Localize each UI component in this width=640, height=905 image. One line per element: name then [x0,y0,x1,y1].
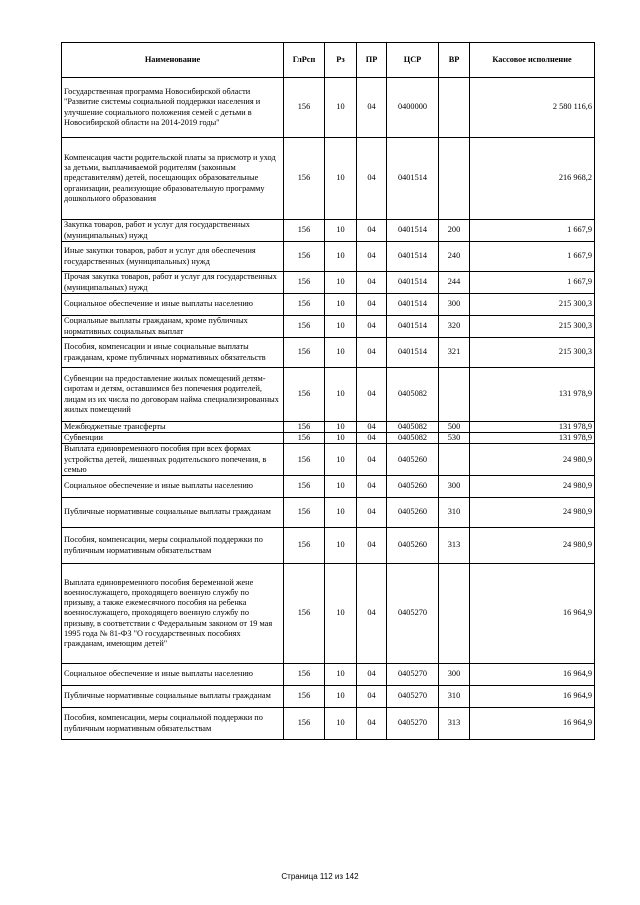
header-rz: Рз [325,43,357,78]
row-glrsp: 156 [284,368,325,422]
row-cash: 131 978,9 [470,433,595,444]
row-name: Публичные нормативные социальные выплаты гражданам [62,686,284,708]
row-cash: 216 968,2 [470,138,595,220]
row-pr: 04 [357,316,387,338]
row-pr: 04 [357,294,387,316]
row-csr: 0405082 [387,422,439,433]
row-rz: 10 [325,664,357,686]
row-glrsp: 156 [284,708,325,740]
row-glrsp: 156 [284,242,325,272]
row-pr: 04 [357,138,387,220]
row-name: Социальное обеспечение и иные выплаты населению [62,294,284,316]
table-row [62,664,595,686]
row-glrsp: 156 [284,498,325,528]
row-glrsp: 156 [284,138,325,220]
row-glrsp: 156 [284,338,325,368]
row-vr [439,78,470,138]
row-name: Публичные нормативные социальные выплаты гражданам [62,498,284,528]
row-csr: 0405082 [387,368,439,422]
row-vr: 313 [439,708,470,740]
row-rz: 10 [325,138,357,220]
row-pr: 04 [357,528,387,564]
table-row [62,316,595,338]
row-csr: 0401514 [387,272,439,294]
table-row [62,422,595,433]
row-name: Выплата единовременного пособия при всех формах устройства детей, лишенных родительского попечения, в семью [62,444,284,476]
header-csr: ЦСР [387,43,439,78]
row-rz: 10 [325,444,357,476]
row-pr: 04 [357,433,387,444]
row-name: Субвенции на предоставление жилых помещений детям-сиротам и детям, оставшимся без попечения родителей, лицам из их числа по договорам найма специализированных жилых помещений [62,368,284,422]
row-vr: 313 [439,528,470,564]
row-vr: 321 [439,338,470,368]
row-rz: 10 [325,368,357,422]
row-cash: 24 980,9 [470,444,595,476]
row-glrsp: 156 [284,294,325,316]
row-pr: 04 [357,444,387,476]
header-cash: Кассовое исполнение [470,43,595,78]
row-csr: 0401514 [387,138,439,220]
table-row [62,294,595,316]
row-cash: 24 980,9 [470,498,595,528]
row-name: Пособия, компенсации, меры социальной поддержки по публичным нормативным обязательствам [62,708,284,740]
row-rz: 10 [325,422,357,433]
row-cash: 215 300,3 [470,294,595,316]
row-cash: 1 667,9 [470,220,595,242]
row-glrsp: 156 [284,476,325,498]
row-vr: 500 [439,422,470,433]
row-pr: 04 [357,476,387,498]
row-rz: 10 [325,433,357,444]
header-row [62,43,595,78]
row-glrsp: 156 [284,528,325,564]
row-vr: 300 [439,294,470,316]
row-name: Пособия, компенсации, меры социальной поддержки по публичным нормативным обязательствам [62,528,284,564]
table-row [62,498,595,528]
row-name: Социальное обеспечение и иные выплаты населению [62,476,284,498]
row-rz: 10 [325,78,357,138]
table-row [62,78,595,138]
page-footer: Страница 112 из 142 [281,872,359,881]
row-name: Пособия, компенсации и иные социальные выплаты гражданам, кроме публичных нормативных обязательств [62,338,284,368]
row-csr: 0405270 [387,708,439,740]
row-cash: 24 980,9 [470,476,595,498]
row-rz: 10 [325,242,357,272]
row-pr: 04 [357,564,387,664]
row-vr: 320 [439,316,470,338]
row-vr: 310 [439,686,470,708]
header-pr: ПР [357,43,387,78]
row-csr: 0405260 [387,498,439,528]
row-glrsp: 156 [284,78,325,138]
table-row [62,528,595,564]
table-row [62,368,595,422]
row-csr: 0405270 [387,564,439,664]
row-vr: 244 [439,272,470,294]
row-cash: 2 580 116,6 [470,78,595,138]
row-rz: 10 [325,476,357,498]
row-cash: 16 964,9 [470,686,595,708]
row-vr: 300 [439,476,470,498]
row-glrsp: 156 [284,272,325,294]
row-rz: 10 [325,338,357,368]
row-pr: 04 [357,338,387,368]
table-row [62,338,595,368]
row-rz: 10 [325,220,357,242]
row-name: Компенсация части родительской платы за присмотр и уход за детьми, выплачиваемой родителям (законным представителям) детей, посещающих образовательные организации, реализующие образовательную программу дошкольного образования [62,138,284,220]
row-pr: 04 [357,78,387,138]
row-name: Иные закупки товаров, работ и услуг для обеспечения государственных (муниципальных) нужд [62,242,284,272]
row-vr: 200 [439,220,470,242]
row-pr: 04 [357,686,387,708]
row-glrsp: 156 [284,686,325,708]
row-cash: 215 300,3 [470,316,595,338]
row-name: Социальные выплаты гражданам, кроме публичных нормативных социальных выплат [62,316,284,338]
row-rz: 10 [325,528,357,564]
row-cash: 1 667,9 [470,242,595,272]
row-csr: 0405270 [387,686,439,708]
row-csr: 0401514 [387,220,439,242]
row-rz: 10 [325,294,357,316]
row-pr: 04 [357,422,387,433]
row-rz: 10 [325,708,357,740]
table-row [62,272,595,294]
table-row [62,686,595,708]
row-rz: 10 [325,498,357,528]
row-pr: 04 [357,242,387,272]
row-name: Социальное обеспечение и иные выплаты населению [62,664,284,686]
row-pr: 04 [357,664,387,686]
header-name: Наименование [62,43,284,78]
row-csr: 0401514 [387,316,439,338]
row-csr: 0405260 [387,528,439,564]
table-row [62,444,595,476]
row-rz: 10 [325,316,357,338]
table-row [62,476,595,498]
row-glrsp: 156 [284,433,325,444]
row-cash: 16 964,9 [470,708,595,740]
table-row [62,433,595,444]
row-cash: 131 978,9 [470,368,595,422]
table-row [62,242,595,272]
row-vr: 240 [439,242,470,272]
row-vr: 300 [439,664,470,686]
row-pr: 04 [357,272,387,294]
row-csr: 0405082 [387,433,439,444]
row-glrsp: 156 [284,422,325,433]
table-row [62,708,595,740]
row-vr [439,368,470,422]
row-pr: 04 [357,368,387,422]
table-row [62,220,595,242]
row-name: Прочая закупка товаров, работ и услуг для государственных (муниципальных) нужд [62,272,284,294]
row-csr: 0400000 [387,78,439,138]
row-pr: 04 [357,498,387,528]
row-cash: 131 978,9 [470,422,595,433]
row-csr: 0405260 [387,476,439,498]
row-vr: 310 [439,498,470,528]
table-row [62,564,595,664]
row-pr: 04 [357,220,387,242]
row-name: Выплата единовременного пособия беременной жене военнослужащего, проходящего военную службу по призыву, а также ежемесячного пособия на ребенка военнослужащего, проходящего военную службу по призыву, в соответствии с Федеральным законом от 19 мая 1995 года № 81-ФЗ "О государственных пособиях гражданам, имеющим детей" [62,564,284,664]
header-glrsp: ГлРсп [284,43,325,78]
row-csr: 0401514 [387,294,439,316]
row-rz: 10 [325,564,357,664]
row-glrsp: 156 [284,664,325,686]
row-cash: 24 980,9 [470,528,595,564]
row-cash: 215 300,3 [470,338,595,368]
row-name: Субвенции [62,433,284,444]
row-csr: 0405270 [387,664,439,686]
row-csr: 0405260 [387,444,439,476]
row-glrsp: 156 [284,316,325,338]
row-name: Государственная программа Новосибирской области "Развитие системы социальной поддержки населения и улучшение социального положения семей с детьми в Новосибирской области на 2014-2019 годы" [62,78,284,138]
row-glrsp: 156 [284,444,325,476]
row-cash: 16 964,9 [470,564,595,664]
row-cash: 1 667,9 [470,272,595,294]
row-name: Межбюджетные трансферты [62,422,284,433]
row-name: Закупка товаров, работ и услуг для государственных (муниципальных) нужд [62,220,284,242]
row-vr [439,444,470,476]
row-vr [439,564,470,664]
row-cash: 16 964,9 [470,664,595,686]
row-pr: 04 [357,708,387,740]
budget-table [61,42,595,740]
row-rz: 10 [325,686,357,708]
row-csr: 0401514 [387,338,439,368]
row-vr: 530 [439,433,470,444]
row-rz: 10 [325,272,357,294]
row-glrsp: 156 [284,220,325,242]
table-row [62,138,595,220]
row-csr: 0401514 [387,242,439,272]
row-glrsp: 156 [284,564,325,664]
header-vr: ВР [439,43,470,78]
row-vr [439,138,470,220]
